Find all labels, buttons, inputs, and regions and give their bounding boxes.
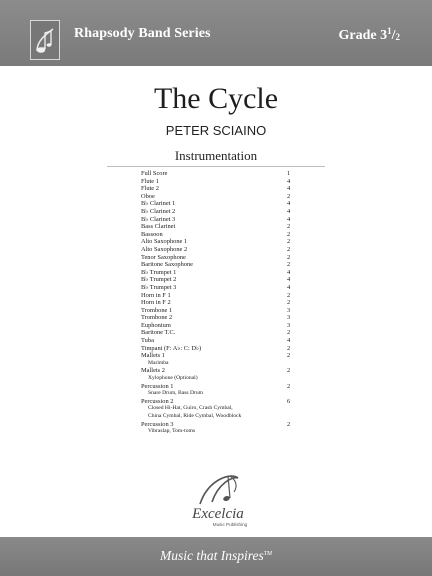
instrument-quantity: 3 [287, 321, 291, 329]
instrument-name: Mallets 1 [141, 352, 165, 360]
instrument-name: Trombone 2 [141, 314, 173, 322]
instrument-name: Percussion 2 [141, 397, 174, 405]
instrument-detail: Closed Hi-Hat, Guiro, Crash Cymbal, [148, 405, 233, 412]
instrument-quantity: 2 [287, 344, 291, 352]
instrument-name: Baritone Saxophone [141, 261, 194, 269]
instrument-list [141, 170, 293, 436]
instrument-row [141, 345, 293, 353]
instrument-quantity: 4 [287, 185, 291, 193]
instrumentation-heading: Instrumentation [174, 148, 258, 163]
instrument-quantity: 2 [287, 420, 291, 428]
instrument-quantity: 2 [287, 192, 291, 200]
instrument-row [141, 193, 293, 201]
instrument-row [141, 329, 293, 337]
instrument-row [141, 231, 293, 239]
piece-title: The Cycle [153, 82, 279, 115]
instrument-quantity: 2 [287, 367, 291, 375]
grade-level: Grade $3^1/_2$ [338, 26, 400, 43]
instrument-row [141, 398, 293, 406]
header-banner [0, 0, 432, 66]
instrument-row [141, 254, 293, 262]
instrument-row [141, 322, 293, 330]
instrument-quantity: 4 [287, 268, 291, 276]
instrument-name: Percussion 1 [141, 382, 174, 390]
instrument-name: Baritone T.C. [141, 329, 176, 337]
instrument-row [141, 216, 293, 224]
instrument-row [141, 178, 293, 186]
instrument-row [141, 200, 293, 208]
instrument-name: Percussion 3 [141, 420, 174, 428]
instrument-name: B♭ Trumpet 1 [141, 268, 177, 276]
instrument-name: Oboe [141, 192, 155, 200]
instrument-name: B♭ Trumpet 2 [141, 276, 177, 284]
divider [107, 166, 325, 167]
instrument-quantity: 2 [287, 382, 291, 390]
instrument-name: Bass Clarinet [141, 223, 176, 231]
instrument-name: Horn in F 1 [141, 291, 171, 299]
instrument-detail: Snare Drum, Bass Drum [148, 390, 203, 397]
instrument-quantity: 3 [287, 314, 291, 322]
instrument-name: Flute 1 [141, 177, 159, 185]
instrument-detail: Vibraslap, Tom-toms [148, 428, 196, 435]
music-note-icon [31, 21, 59, 59]
instrument-detail: Marimba [148, 359, 169, 366]
instrument-row [141, 223, 293, 231]
series-logo [30, 20, 60, 60]
instrument-row [141, 208, 293, 216]
instrument-quantity: 2 [287, 329, 291, 337]
instrument-name: Horn in F 2 [141, 299, 171, 307]
instrument-quantity: 4 [287, 200, 291, 208]
instrument-quantity: 2 [287, 291, 291, 299]
instrument-name: Bassoon [141, 230, 163, 238]
series-name: Rhapsody Band Series [74, 26, 211, 41]
instrument-quantity: 4 [287, 337, 291, 345]
instrument-name: Flute 2 [141, 185, 159, 193]
instrument-name: Mallets 2 [141, 367, 165, 375]
instrument-quantity: 1 [287, 170, 291, 177]
instrument-name: Full Score [141, 170, 168, 177]
instrument-quantity: 4 [287, 276, 291, 284]
instrument-row [141, 314, 293, 322]
instrument-row [141, 238, 293, 246]
footer-banner [0, 537, 432, 576]
publisher-logo [178, 468, 258, 530]
instrument-detail: Xylophone (Optional) [148, 375, 198, 382]
instrument-name: Tuba [141, 337, 154, 345]
instrument-quantity: 2 [287, 230, 291, 238]
instrument-row [141, 352, 293, 360]
instrument-name: B♭ Clarinet 1 [141, 200, 176, 208]
instrument-name: B♭ Clarinet 3 [141, 215, 176, 223]
instrument-quantity: 4 [287, 177, 291, 185]
instrument-row [141, 299, 293, 307]
instrument-row [141, 292, 293, 300]
instrument-quantity: 2 [287, 261, 291, 269]
instrument-quantity: 2 [287, 238, 291, 246]
instrument-quantity: 4 [287, 207, 291, 215]
instrument-row [141, 276, 293, 284]
instrument-row [141, 307, 293, 315]
instrument-quantity: 3 [287, 306, 291, 314]
instrument-name: Alto Saxophone 1 [141, 238, 188, 246]
tagline: Music that Inspires™ [159, 548, 273, 563]
instrument-quantity: 2 [287, 253, 291, 261]
instrument-row [141, 421, 293, 429]
instrument-quantity: 6 [287, 397, 291, 405]
instrument-name: Timpani (F: A♭: C: D♭) [141, 344, 202, 352]
instrument-name: B♭ Trumpet 3 [141, 283, 177, 291]
publisher-mark-icon [178, 468, 258, 530]
instrument-name: Trombone 1 [141, 306, 173, 314]
publisher-subtitle: Music Publishing [212, 522, 248, 527]
instrument-row [141, 383, 293, 391]
instrument-row [141, 170, 293, 178]
instrument-row [141, 261, 293, 269]
instrument-quantity: 4 [287, 283, 291, 291]
instrument-quantity: 2 [287, 245, 291, 253]
instrument-row [141, 185, 293, 193]
instrument-detail: China Cymbal, Ride Cymbal, Woodblock [148, 413, 242, 419]
instrument-quantity: 2 [287, 352, 291, 360]
instrument-quantity: 2 [287, 299, 291, 307]
instrument-name: Tenor Saxophone [141, 253, 186, 261]
instrument-name: B♭ Clarinet 2 [141, 207, 176, 215]
publisher-name: Excelcia [192, 506, 244, 522]
instrument-row [141, 337, 293, 345]
instrument-row [141, 269, 293, 277]
instrument-row [141, 284, 293, 292]
instrument-name: Euphonium [141, 321, 171, 329]
instrument-name: Alto Saxophone 2 [141, 245, 188, 253]
composer-name: PETER SCIAINO [165, 123, 267, 138]
instrument-quantity: 4 [287, 215, 291, 223]
instrument-quantity: 2 [287, 223, 291, 231]
instrument-row [141, 246, 293, 254]
instrument-row [141, 367, 293, 375]
